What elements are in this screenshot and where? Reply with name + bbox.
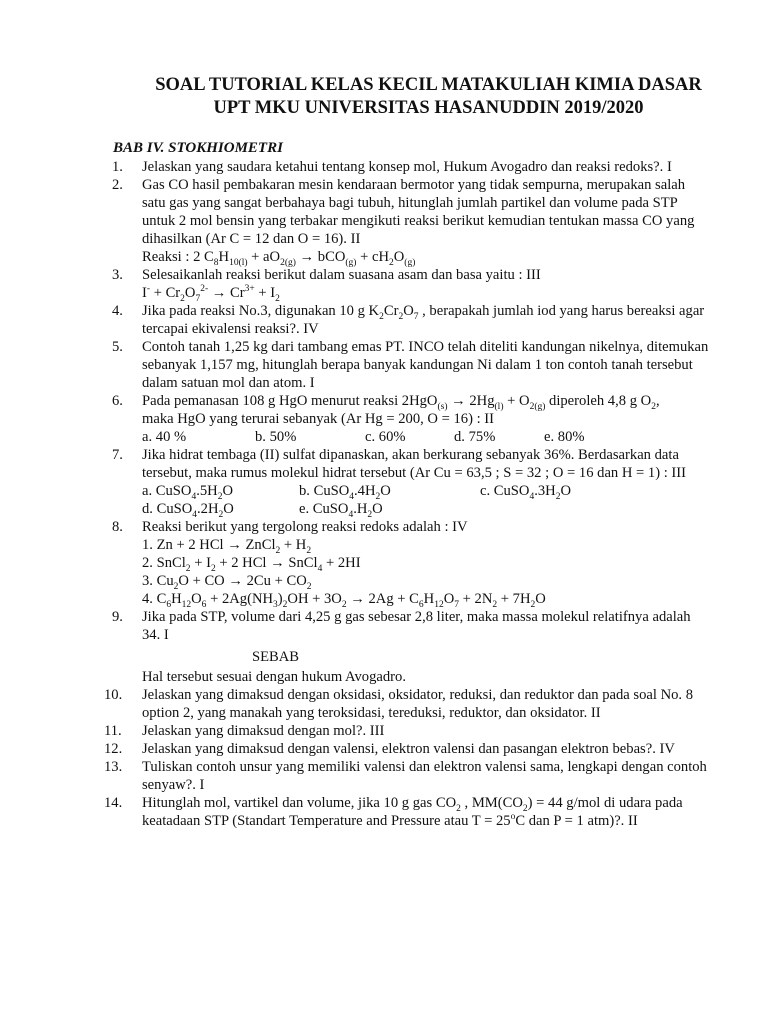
question-text: Reaksi berikut yang tergolong reaksi redoks adalah : IV <box>142 519 468 535</box>
question-text: Tuliskan contoh unsur yang memiliki valensi dan elektron valensi sama, lengkapi dengan contoh <box>142 759 707 775</box>
question-8 <box>113 518 712 608</box>
question-text: option 2, yang manakah yang teroksidasi, tereduksi, reduktor, dan oksidator. II <box>142 705 601 721</box>
question-text: tercapai ekivalensi reaksi?. IV <box>142 321 319 337</box>
question-number: 3. <box>112 267 123 283</box>
question-text: keatadaan STP (Standart Temperature and Pressure atau $T = 25^oC$ dan P = 1 atm)?. II <box>142 812 638 829</box>
answer-options <box>142 482 712 500</box>
question-number: 1. <box>112 159 123 175</box>
question-text: satu gas yang sangat berbahaya bagi tubuh, hitunglah jumlah partikel dan volume pada STP <box>142 195 678 211</box>
option-e: e. 80% <box>544 429 585 445</box>
option-d: d. $CuSO_4.2H_2O$ <box>142 501 234 520</box>
question-number: 10. <box>104 687 123 703</box>
question-text: Jelaskan yang dimaksud dengan oksidasi, oksidator, reduksi, dan reduktor dan pada soal No. 8 <box>142 687 694 703</box>
option-c: c. 60% <box>365 429 406 445</box>
question-12 <box>104 740 712 758</box>
question-text: Hal tersebut sesuai dengan hukum Avogadro. <box>142 669 406 685</box>
question-4 <box>113 302 712 338</box>
option-3: 3. $Cu_2O$ + CO → $2Cu + CO_2$ <box>142 573 312 592</box>
question-text: Hitunglah mol, vartikel dan volume, jika 10 g gas $CO_2$ , $MM(CO_2) = 44$ g/mol di udara pada <box>142 795 683 814</box>
question-text: tersebut, maka rumus molekul hidrat tersebut (Ar Cu = 63,5 ; S = 32 ; O = 16 dan H = 1) : III <box>142 465 687 481</box>
option-e: e. $CuSO_4.H_2O$ <box>299 501 383 520</box>
question-text: Selesaikanlah reaksi berikut dalam suasana asam dan basa yaitu : III <box>142 267 541 283</box>
question-text: 34. I <box>142 627 169 643</box>
question-text: senyaw?. I <box>142 777 205 793</box>
question-9 <box>113 608 712 686</box>
question-text: maka HgO yang terurai sebanyak (Ar Hg = 200, O = 16) : II <box>142 411 495 427</box>
question-text: Jika hidrat tembaga (II) sulfat dipanaskan, akan berkurang sebanyak 36%. Berdasarkan data <box>142 447 679 463</box>
option-b: b. $CuSO_4.4H_2O$ <box>299 483 391 502</box>
question-number: 12. <box>104 741 123 757</box>
option-1: 1. Zn + 2 HCl → ZnCl$_2$ + $H_2$ <box>142 537 312 556</box>
question-11 <box>104 722 712 740</box>
title-line-2: UPT MKU UNIVERSITAS HASANUDDIN 2019/2020 <box>213 98 644 118</box>
question-text: dalam satuan mol dan atom. I <box>142 375 315 391</box>
reaction-equation: $I^- + Cr_2O_7^{2-} \to Cr^{3+} + I_2$ <box>142 284 280 304</box>
question-text: Jika pada reaksi No.3, digunakan 10 g $K_2Cr_2O_7$ , berapakah jumlah iod yang harus bereaksi agar <box>142 303 705 322</box>
question-number: 13. <box>104 759 123 775</box>
question-text: untuk 2 mol bensin yang terbakar mengikuti reaksi berikut kemudian tentukan massa CO yang <box>142 213 695 229</box>
answer-options <box>142 500 712 518</box>
question-number: 8. <box>112 519 123 535</box>
question-number: 11. <box>104 723 122 739</box>
question-number: 5. <box>112 339 123 355</box>
option-2: 2. SnCl$_2$ + $I_2 + 2$ HCl → SnCl$_4$ + 2HI <box>142 555 361 574</box>
section-heading: BAB IV. STOKHIOMETRI <box>113 140 283 156</box>
document-header <box>105 74 752 120</box>
question-number: 14. <box>104 795 123 811</box>
option-a: a. 40 % <box>142 429 187 445</box>
option-a: a. $CuSO_4.5H_2O$ <box>142 483 234 502</box>
title-line-1: SOAL TUTORIAL KELAS KECIL MATAKULIAH KIMIA DASAR <box>155 75 702 95</box>
question-6 <box>113 392 712 446</box>
question-number: 4. <box>112 303 123 319</box>
question-13 <box>104 758 712 794</box>
answer-options <box>142 428 712 446</box>
question-5 <box>113 338 712 392</box>
question-3 <box>113 266 712 302</box>
question-number: 2. <box>112 177 123 193</box>
option-d: d. 75% <box>454 429 496 445</box>
question-1 <box>113 158 712 176</box>
question-text: Jika pada STP, volume dari 4,25 g gas sebesar 2,8 liter, maka massa molekul relatifnya adalah <box>142 609 691 625</box>
question-list <box>104 158 712 830</box>
question-text: Jelaskan yang saudara ketahui tentang konsep mol, Hukum Avogadro dan reaksi redoks?. I <box>142 159 672 175</box>
option-c: c. $CuSO_4.3H_2O$ <box>480 483 572 502</box>
question-text: Gas CO hasil pembakaran mesin kendaraan bermotor yang tidak sempurna, merupakan salah <box>142 177 686 193</box>
question-10 <box>104 686 712 722</box>
question-text: Contoh tanah 1,25 kg dari tambang emas PT. INCO telah diteliti kandungan nikelnya, ditemukan <box>142 339 709 355</box>
question-2 <box>113 176 712 266</box>
sebab-label: SEBAB <box>252 649 300 665</box>
question-14 <box>104 794 712 830</box>
question-7 <box>113 446 712 518</box>
option-4: 4. $C_6H_{12}O_6 + 2Ag(NH_3)_2OH + 3O_2 \to 2Ag + C_6H_{12}O_7 + 2N_2 + 7H_2O$ <box>142 591 546 610</box>
question-text: sebanyak 1,157 mg, hitunglah berapa banyak kandungan Ni dalam 1 ton contoh tanah tersebut <box>142 357 693 373</box>
question-text: Pada pemanasan 108 g HgO menurut reaksi $2HgO_{(s)} \to 2Hg_{(l)} + O_{2(g)}$ diperoleh 4,8 g $O_2$, <box>142 393 660 412</box>
option-b: b. 50% <box>255 429 297 445</box>
question-text: dihasilkan (Ar C = 12 dan O = 16). II <box>142 231 361 247</box>
reaction-equation: Reaksi : 2 $C_8H_{10(l)} + aO_{2(g)} \to bCO_{(g)} + cH_2O_{(g)}$ <box>142 249 416 268</box>
question-number: 9. <box>112 609 123 625</box>
question-text: Jelaskan yang dimaksud dengan mol?. III <box>142 723 385 739</box>
question-text: Jelaskan yang dimaksud dengan valensi, elektron valensi dan pasangan elektron bebas?. IV <box>142 741 675 757</box>
question-number: 7. <box>112 447 123 463</box>
question-number: 6. <box>112 393 123 409</box>
